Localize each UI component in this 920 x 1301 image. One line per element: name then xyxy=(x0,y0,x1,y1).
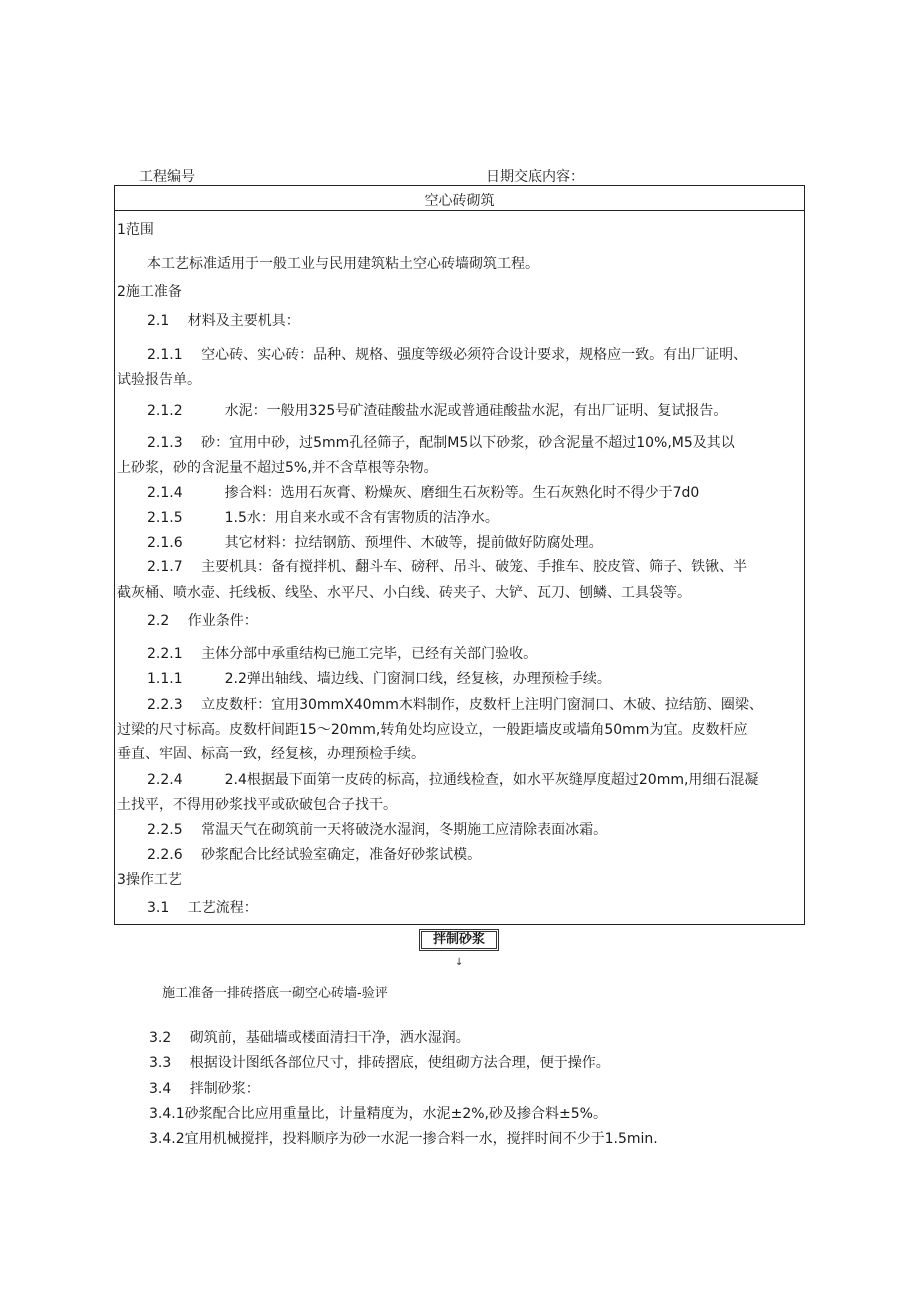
table-title: 空心砖砌筑 xyxy=(424,193,495,209)
item-2-1-7-cont: 截灰桶、喷水壶、托线板、线坠、水平尺、小白线、砖夹子、大铲、瓦刀、刨鳞、工具袋等。 xyxy=(117,585,691,601)
project-no-label: 工程编号 xyxy=(139,169,195,185)
section-3-heading: 3操作工艺 xyxy=(117,872,182,888)
flow-mix-mortar-box: 拌制砂浆 xyxy=(419,929,499,951)
item-2-1-2: 2.1.2 水泥：一般用325号矿渣硅酸盐水泥或普通硅酸盐水泥，有出厂证明、复试报告。 xyxy=(147,403,728,419)
date-content-label: 日期交底内容： xyxy=(486,169,584,185)
item-1-1-1: 1.1.1 2.2弹出轴线、墙边线、门窗洞口线，经复核，办理预检手续。 xyxy=(147,671,611,687)
item-2-1-1-cont: 试验报告单。 xyxy=(117,372,201,388)
item-2-1-3-cont: 上砂浆，砂的含泥量不超过5%,并不含草根等杂物。 xyxy=(117,460,438,476)
item-2-1-1: 2.1.1 空心砖、实心砖：品种、规格、强度等级必须符合设计要求，规格应一致。有出厂证明、 xyxy=(147,347,748,363)
item-3-2: 3.2 砌筑前，基础墙或楼面清扫干净，洒水湿润。 xyxy=(149,1030,470,1046)
process-flow-line: 施工准备一排砖搭底一砌空心砖墙-验评 xyxy=(162,986,388,1001)
item-2-2-4-cont: 土找平，不得用砂浆找平或砍破包合子找干。 xyxy=(117,797,397,813)
item-3-4-1: 3.4.1砂浆配合比应用重量比，计量精度为，水泥±2%,砂及掺合料±5%。 xyxy=(149,1106,607,1122)
item-2-1-7: 2.1.7 主要机具：备有搅拌机、翻斗车、磅秤、吊斗、破笼、手推车、胶皮管、筛子、铁锹、半 xyxy=(147,559,748,575)
flow-down-arrow-icon: ↓ xyxy=(455,957,464,968)
item-2-1-6: 2.1.6 其它材料：拉结钢筋、预埋件、木破等，提前做好防腐处理。 xyxy=(147,535,603,551)
item-2-2-3-cont-1: 过梁的尺寸标高。皮数杆间距15～20mm,转角处均应设立，一般距墙皮或墙角50mm为宜。皮数杆应 xyxy=(117,722,748,738)
item-2-2-3: 2.2.3 立皮数杆：宜用30mmX40mm木料制作，皮数杆上注明门窗洞口、木破、拉结筋、圈梁、 xyxy=(147,697,763,713)
disclosure-table xyxy=(114,185,805,925)
item-2-1: 2.1 材料及主要机具： xyxy=(147,313,300,329)
item-3-4: 3.4 拌制砂浆： xyxy=(149,1081,260,1097)
item-3-4-2: 3.4.2宜用机械搅拌，投料顺序为砂一水泥一掺合料一水，搅拌时间不少于1.5min. xyxy=(149,1131,658,1147)
item-3-1: 3.1 工艺流程： xyxy=(147,900,258,916)
section-2-heading: 2施工准备 xyxy=(117,284,182,300)
item-2-2: 2.2 作业条件： xyxy=(147,613,258,629)
scope-text: 本工艺标准适用于一般工业与民用建筑粘土空心砖墙砌筑工程。 xyxy=(147,256,539,272)
section-1-heading: 1范围 xyxy=(117,222,154,238)
title-divider xyxy=(115,210,804,211)
item-2-1-4: 2.1.4 掺合料：选用石灰膏、粉燥灰、磨细生石灰粉等。生石灰熟化时不得少于7d0 xyxy=(147,485,700,501)
item-2-1-3: 2.1.3 砂：宜用中砂，过5mm孔径筛子，配制M5以下砂浆，砂含泥量不超过10%,M5及其以 xyxy=(147,435,735,451)
item-2-2-4: 2.2.4 2.4根据最下面第一皮砖的标高，拉通线检查，如水平灰缝厚度超过20mm,用细石混凝 xyxy=(147,772,759,788)
item-2-2-1: 2.2.1 主体分部中承重结构已施工完毕，已经有关部门验收。 xyxy=(147,646,538,662)
item-2-1-5: 2.1.5 1.5水：用自来水或不含有害物质的洁净水。 xyxy=(147,510,499,526)
item-2-2-3-cont-2: 垂直、牢固、标高一致，经复核，办理预检手续。 xyxy=(117,746,425,762)
item-3-3: 3.3 根据设计图纸各部位尺寸，排砖摺底，使组砌方法合理，便于操作。 xyxy=(149,1055,610,1071)
item-2-2-5: 2.2.5 常温天气在砌筑前一天将破浇水湿润，冬期施工应清除表面冰霜。 xyxy=(147,822,608,838)
item-2-2-6: 2.2.6 砂浆配合比经试验室确定，准备好砂浆试模。 xyxy=(147,847,482,863)
